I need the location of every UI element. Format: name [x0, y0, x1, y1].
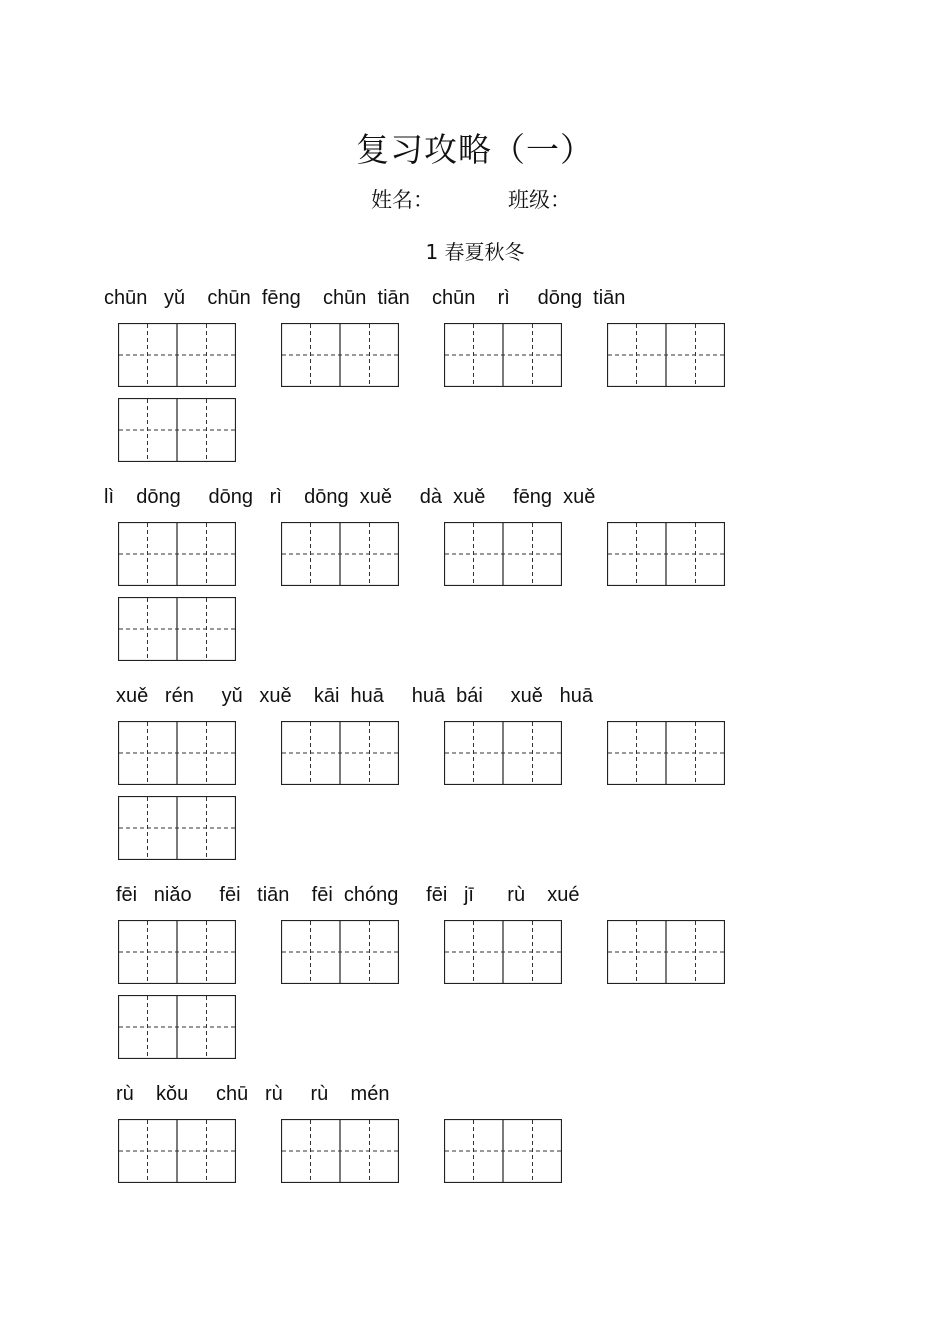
writing-box: [607, 522, 725, 586]
writing-box: [281, 920, 399, 984]
writing-box: [118, 920, 236, 984]
lesson-title: 1 春夏秋冬: [425, 240, 525, 264]
pinyin-line: chūn yǔ chūn fēng chūn tiān chūn rì dōng tiān: [104, 287, 626, 309]
pinyin-line: lì dōng dōng rì dōng xuě dà xuě fēng xuě: [104, 486, 596, 508]
writing-box: [118, 995, 236, 1059]
writing-box: [118, 597, 236, 661]
writing-box: [607, 323, 725, 387]
writing-box: [607, 920, 725, 984]
name-label: 姓名：: [371, 188, 434, 212]
writing-box: [281, 323, 399, 387]
page-title: 复习攻略（一）: [356, 130, 594, 169]
class-label: 班级：: [508, 188, 571, 212]
pinyin-line: fēi niǎo fēi tiān fēi chóng fēi jī rù xué: [116, 884, 580, 906]
writing-box: [118, 721, 236, 785]
writing-box: [281, 1119, 399, 1183]
writing-box: [607, 721, 725, 785]
writing-box: [444, 1119, 562, 1183]
writing-box: [444, 721, 562, 785]
writing-box: [281, 522, 399, 586]
pinyin-line: rù kǒu chū rù rù mén: [116, 1083, 390, 1105]
writing-box: [118, 796, 236, 860]
pinyin-line: xuě rén yǔ xuě kāi huā huā bái xuě huā: [116, 685, 593, 707]
writing-box: [444, 522, 562, 586]
writing-box: [118, 522, 236, 586]
writing-box: [118, 398, 236, 462]
writing-box: [281, 721, 399, 785]
writing-box: [444, 920, 562, 984]
writing-box: [118, 1119, 236, 1183]
writing-box: [118, 323, 236, 387]
writing-box: [444, 323, 562, 387]
